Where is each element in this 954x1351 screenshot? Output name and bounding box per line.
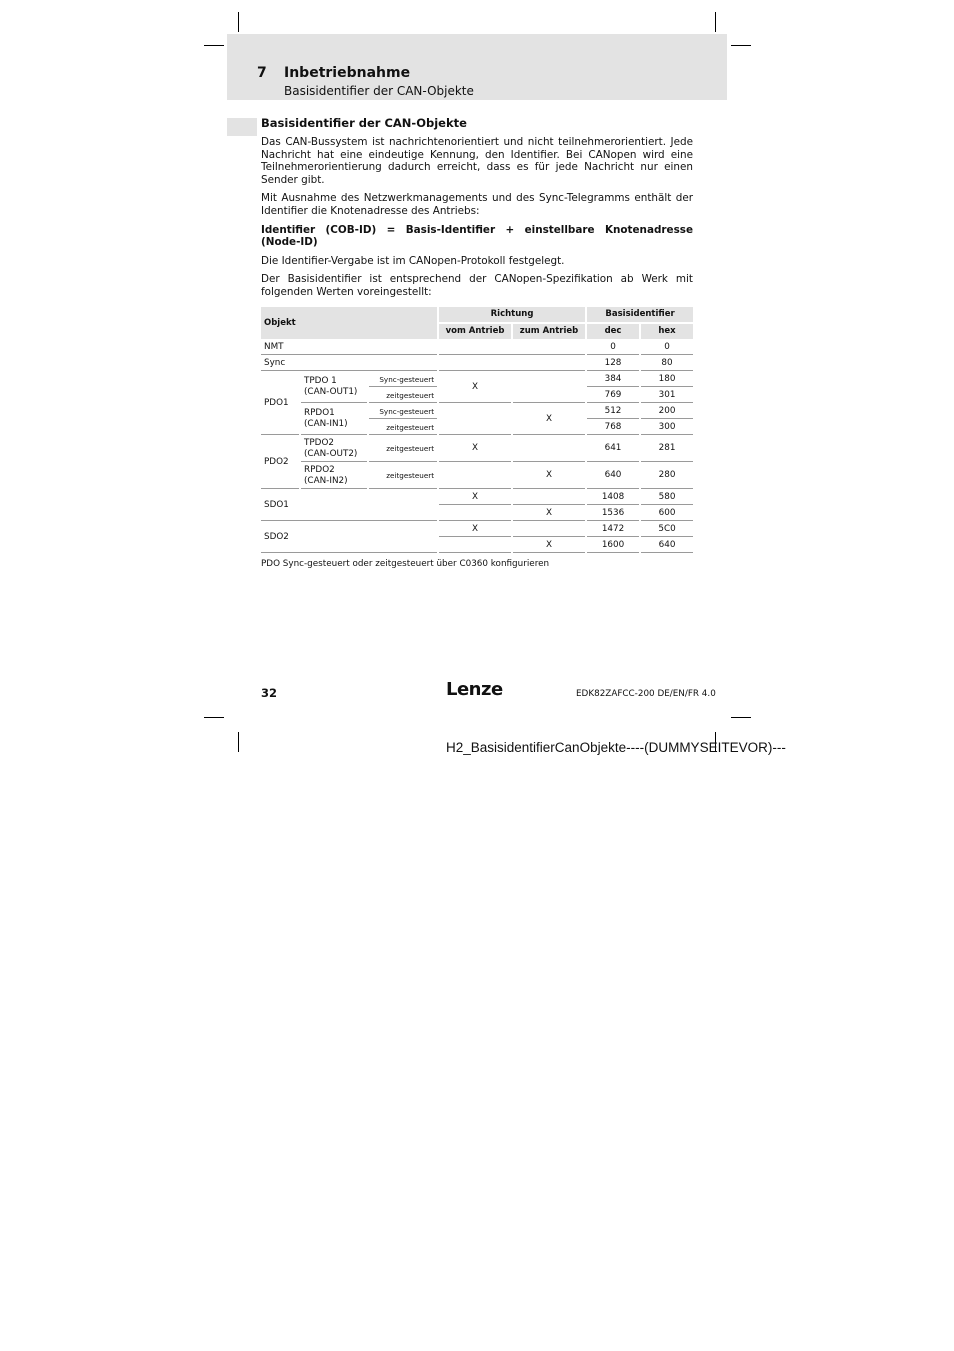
paragraph: Das CAN-Bussystem ist nachrichtenorientiert und nicht teilnehmerorientiert. Jede Nachricht hat eine eindeutige Kennung, den Identifier. Bei CANopen wird eine Teilnehmerorientierung dadurch erreicht, dass es für jede Nachricht nur einen Sender gibt. [261, 136, 693, 186]
table-row: PDO1 TPDO 1 (CAN-OUT1) Sync-gesteuert X 384 180 [261, 373, 693, 387]
crop-mark [238, 732, 239, 752]
document-reference: EDK82ZAFCC-200 DE/EN/FR 4.0 [576, 689, 716, 699]
header-zum-antrieb: zum Antrieb [513, 324, 585, 339]
table-row: RPDO1 (CAN-IN1) Sync-gesteuert X 512 200 [261, 405, 693, 419]
crop-mark [204, 717, 224, 718]
can-identifier-table [259, 305, 695, 555]
main-content [261, 116, 693, 570]
table-footnote: PDO Sync-gesteuert oder zeitgesteuert über C0360 konfigurieren [261, 558, 550, 569]
section-marker [227, 118, 257, 136]
chapter-subtitle: Basisidentifier der CAN-Objekte [284, 84, 474, 98]
crop-mark [238, 12, 239, 32]
crop-mark [204, 45, 224, 46]
crop-mark [731, 717, 751, 718]
header-richtung: Richtung [439, 307, 585, 322]
header-vom-antrieb: vom Antrieb [439, 324, 511, 339]
lenze-logo: Lenze [446, 679, 503, 700]
page-number: 32 [261, 686, 278, 700]
table-row: RPDO2 (CAN-IN2) zeitgesteuert X 640 280 [261, 464, 693, 489]
crop-mark [731, 45, 751, 46]
crop-mark [715, 12, 716, 32]
table-row: SDO1 X 1408 580 [261, 491, 693, 505]
table-row: X 1600 640 [261, 539, 693, 553]
table-row: Sync 128 80 [261, 357, 693, 371]
table-row: SDO2 X 1472 5C0 [261, 523, 693, 537]
table-row: PDO2 TPDO2 (CAN-OUT2) zeitgesteuert X 641 281 [261, 437, 693, 462]
table-row: zeitgesteuert 769 301 [261, 389, 693, 403]
paragraph: Der Basisidentifier ist entsprechend der CANopen-Spezifikation ab Werk mit folgenden Werten voreingestellt: [261, 273, 693, 298]
table-row: zeitgesteuert 768 300 [261, 421, 693, 435]
header-hex: hex [641, 324, 693, 339]
header-dec: dec [587, 324, 639, 339]
job-line: H2_BasisidentifierCanObjekte----(DUMMYSEITEVOR)--- [446, 740, 786, 755]
table-row: X 1536 600 [261, 507, 693, 521]
table-row: NMT 0 0 [261, 341, 693, 355]
chapter-number: 7 [257, 65, 267, 81]
paragraph: Die Identifier-Vergabe ist im CANopen-Protokoll festgelegt. [261, 254, 565, 267]
identifier-formula: Identifier (COB-ID) = Basis-Identifier + einstellbare Knotenadresse (Node-ID) [261, 223, 693, 249]
header-basisidentifier: Basisidentifier [587, 307, 693, 322]
header-objekt: Objekt [261, 307, 437, 339]
section-heading: Basisidentifier der CAN-Objekte [261, 116, 467, 130]
paragraph: Mit Ausnahme des Netzwerkmanagements und des Sync-Telegramms enthält der Identifier die Knotenadresse des Antriebs: [261, 192, 693, 217]
chapter-title: Inbetriebnahme [284, 65, 411, 81]
